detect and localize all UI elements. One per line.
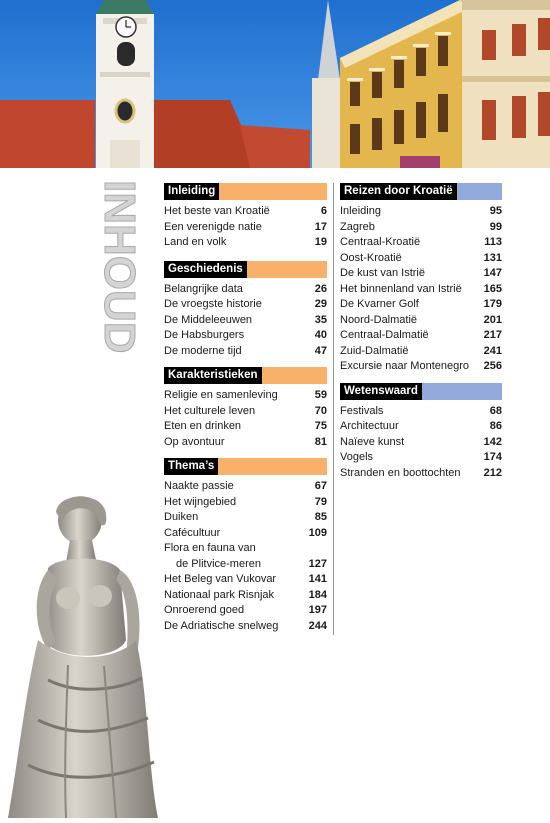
toc-entry-title: Op avontuur [164,435,225,448]
toc-entry-title: Excursie naar Montenegro [340,360,470,372]
toc-right-column [340,183,502,489]
toc-entry-page-number: 81 [314,435,327,448]
toc-entry-page-number: 179 [483,298,502,310]
toc-section-thema-s [164,458,327,634]
toc-entry[interactable] [340,266,502,282]
toc-entry[interactable] [340,220,502,236]
toc-entry-page-number: 17 [314,220,327,233]
section-heading-label: Karakteristieken [164,367,262,384]
toc-entry-title: De Habsburgers [164,329,245,341]
toc-entry[interactable] [164,328,327,344]
toc-entry-title: Nationaal park Risnjak [164,588,275,601]
toc-entry[interactable] [340,328,502,344]
toc-entry[interactable] [164,404,327,420]
toc-entry[interactable] [340,344,502,360]
toc-section-wetenswaard [340,383,502,482]
toc-entry-page-number: 68 [489,404,502,417]
vertical-title: INHOUD [95,180,144,354]
toc-entry-title: De vroegste historie [164,298,262,310]
toc-entry-page-number: 6 [320,205,327,217]
toc-entry[interactable] [340,313,502,329]
toc-entry-page-number: 67 [314,480,327,492]
toc-entry-title: Oost-Kroatië [340,251,402,264]
section-heading-label: Thema’s [164,458,218,475]
toc-entry-page-number: 59 [314,389,327,401]
toc-entry-page-number: 79 [314,495,327,508]
toc-entry-title: Zuid-Dalmatië [340,344,409,357]
toc-entry[interactable] [164,344,327,360]
section-heading-label: Wetenswaard [340,383,422,400]
toc-entry-title: Het Beleg van Vukovar [164,573,277,585]
toc-entry[interactable] [164,557,327,573]
toc-entry-page-number: 141 [308,573,327,585]
toc-entry-page-number: 29 [314,298,327,310]
toc-entry[interactable] [340,359,502,375]
section-heading [340,183,502,200]
toc-entry-title: Religie en samenleving [164,389,278,401]
toc-entry-title: Festivals [340,404,384,417]
toc-entry-page-number: 95 [489,205,502,217]
toc-section-inleiding [164,183,327,251]
toc-entry-title: Noord-Dalmatië [340,313,418,326]
toc-entry-title: De Kvarner Golf [340,298,419,310]
toc-section-geschiedenis [164,261,327,360]
toc-entry[interactable] [340,251,502,267]
toc-entry[interactable] [164,297,327,313]
section-heading [340,383,502,400]
column-divider [333,183,334,635]
toc-entry-title: Centraal-Kroatië [340,236,421,248]
statue-image [8,490,158,818]
section-heading [164,458,327,475]
toc-entry[interactable] [340,204,502,220]
section-heading-label: Reizen door Kroatië [340,183,457,200]
toc-entry[interactable] [340,282,502,298]
section-heading-label: Geschiedenis [164,261,247,278]
toc-entry-page-number: 241 [483,344,502,357]
toc-entry-page-number: 217 [483,329,502,341]
toc-entry[interactable] [164,510,327,526]
toc-entry[interactable] [164,235,327,251]
toc-entry[interactable] [164,419,327,435]
toc-entry-page-number: 113 [484,236,502,248]
section-heading [164,183,327,200]
toc-entry[interactable] [164,541,327,557]
section-heading-label: Inleiding [164,183,219,200]
section-heading [164,367,327,384]
toc-entry[interactable] [340,466,502,482]
toc-entry-page-number: 127 [308,557,327,570]
toc-entry-title: Zagreb [340,220,375,233]
toc-entry[interactable] [340,450,502,466]
toc-entry[interactable] [164,479,327,495]
toc-entry-title: Inleiding [340,205,381,217]
toc-entry-page-number: 47 [314,344,327,357]
toc-entry[interactable] [164,204,327,220]
header-photo [0,0,550,168]
toc-entry-page-number: 184 [308,588,327,601]
toc-entry-title: Flora en fauna van [164,542,256,554]
toc-entry[interactable] [164,588,327,604]
toc-entry-title: De moderne tijd [164,344,242,357]
toc-entry[interactable] [340,404,502,420]
toc-entry-page-number: 109 [308,526,327,539]
toc-entry-page-number: 131 [483,251,502,264]
toc-entry-title: Vogels [340,451,374,463]
toc-entry-page-number: 212 [483,466,502,479]
toc-entry-page-number: 147 [483,267,502,279]
toc-entry-title: Het culturele leven [164,404,256,417]
toc-entry-title: Architectuur [340,420,399,432]
toc-entry-page-number: 197 [308,604,327,616]
toc-entry-title: Het binnenland van Istrië [340,282,462,295]
toc-entry-page-number: 165 [483,282,502,295]
toc-entry-title: Cafécultuur [164,526,221,539]
toc-entry[interactable] [340,419,502,435]
toc-entry-title: De Middeleeuwen [164,313,253,326]
toc-entry-page-number: 70 [314,404,327,417]
toc-entry-page-number: 201 [483,313,502,326]
toc-entry-title: Duiken [164,511,199,523]
section-heading [164,261,327,278]
toc-entry[interactable] [340,297,502,313]
toc-entry-page-number: 85 [314,511,327,523]
toc-entry[interactable] [164,572,327,588]
toc-entry[interactable] [164,435,327,451]
toc-entry-title: Centraal-Dalmatië [340,329,429,341]
toc-entry[interactable] [340,235,502,251]
toc-entry-page-number: 142 [483,435,502,448]
toc-section-karakteristieken [164,367,327,450]
toc-section-reizen-door-kroatie [340,183,502,375]
toc-entry[interactable] [164,220,327,236]
toc-entry[interactable] [164,495,327,511]
toc-entry-title: Naïeve kunst [340,435,405,448]
toc-entry-title: Belangrijke data [164,282,243,295]
toc-entry[interactable] [164,313,327,329]
toc-entry-page-number: 174 [483,451,502,463]
toc-entry[interactable] [164,282,327,298]
toc-entry-title: Stranden en boottochten [340,466,461,479]
toc-entry-page-number: 86 [489,420,502,432]
toc-entry-title: De Adriatische snelweg [164,619,279,632]
toc-entry-page-number: 244 [308,619,327,632]
toc-entry-title: Een verenigde natie [164,220,262,233]
toc-entry-page-number: 19 [314,236,327,248]
toc-entry-title: Het beste van Kroatië [164,205,270,217]
toc-entry[interactable] [164,603,327,619]
toc-left-column [164,183,327,642]
toc-entry-title: de Plitvice-meren [176,557,261,570]
toc-entry-title: Eten en drinken [164,420,242,432]
toc-entry-page-number: 75 [314,420,327,432]
toc-entry[interactable] [164,388,327,404]
toc-entry[interactable] [164,526,327,542]
toc-entry-page-number: 99 [489,220,502,233]
toc-entry-title: De kust van Istrië [340,267,425,279]
toc-entry-page-number: 26 [314,282,327,295]
toc-entry-title: Onroerend goed [164,604,245,616]
toc-entry[interactable] [340,435,502,451]
toc-entry-page-number: 256 [483,360,502,372]
toc-entry-page-number: 35 [314,313,327,326]
toc-entry-page-number: 40 [314,329,327,341]
toc-entry[interactable] [164,619,327,635]
toc-entry-title: Het wijngebied [164,495,237,508]
toc-entry-title: Land en volk [164,236,227,248]
toc-entry-title: Naakte passie [164,480,234,492]
